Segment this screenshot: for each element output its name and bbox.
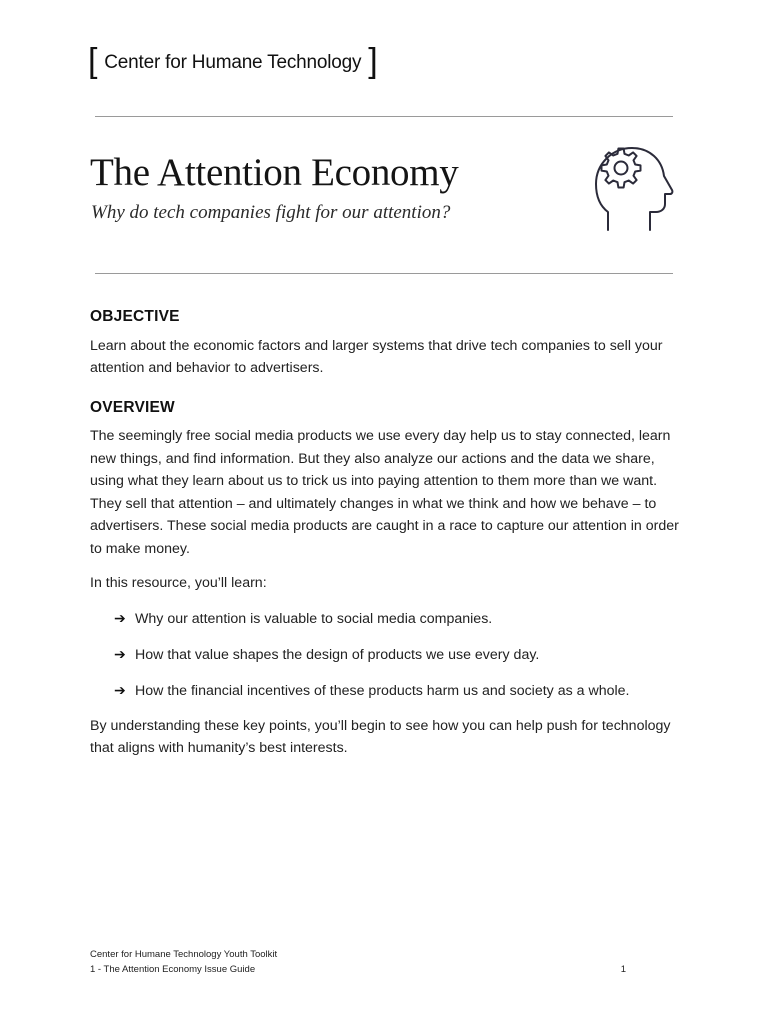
footer-guide-label: 1 - The Attention Economy Issue Guide xyxy=(90,964,256,975)
list-item-text: Why our attention is valuable to social media companies. xyxy=(135,610,493,627)
bottom-divider xyxy=(95,273,673,274)
arrow-right-icon: ➔ xyxy=(114,645,126,662)
logo-text: Center for Humane Technology xyxy=(104,52,362,73)
head-gear-icon xyxy=(592,138,678,232)
list-item xyxy=(114,679,682,703)
arrow-right-icon: ➔ xyxy=(114,609,126,626)
page-title: The Attention Economy xyxy=(90,151,459,194)
page-subtitle: Why do tech companies fight for our attention? xyxy=(91,202,451,223)
footer-toolkit-label: Center for Humane Technology Youth Toolkit xyxy=(90,949,278,960)
list-item-text: How the financial incentives of these products harm us and society as a whole. xyxy=(135,682,630,699)
overview-heading: OVERVIEW xyxy=(90,398,175,416)
overview-text: The seemingly free social media products we use every day help us to stay connected, learn new things, and find information. But they also analyze our actions and the data we share, using what they learn about us to trick us into paying attention to them more than we want. They sell that attention – and ultimately changes in what we think and how we behave – to advertisers. These social media products are caught in a race to capture our attention in order to make money. xyxy=(90,428,679,557)
objective-heading: OBJECTIVE xyxy=(90,308,180,325)
org-logo xyxy=(88,42,378,80)
list-item xyxy=(114,607,682,631)
page-number: 1 xyxy=(620,964,626,975)
main-content xyxy=(90,306,682,760)
objective-text: Learn about the economic factors and larger systems that drive tech companies to sell your attention and behavior to advertisers. xyxy=(90,337,663,376)
arrow-right-icon: ➔ xyxy=(114,681,126,698)
overview-intro: In this resource, you’ll learn: xyxy=(90,575,267,591)
list-item xyxy=(114,643,682,667)
list-item-text: How that value shapes the design of products we use every day. xyxy=(135,646,540,663)
closing-text: By understanding these key points, you’ll begin to see how you can help push for technology that aligns with humanity’s best interests. xyxy=(90,717,671,756)
logo-bracket-close: ] xyxy=(368,42,378,80)
top-divider xyxy=(95,116,673,117)
learning-points-list xyxy=(90,607,682,703)
page-footer xyxy=(90,947,626,977)
logo-bracket-open: [ xyxy=(88,42,98,80)
